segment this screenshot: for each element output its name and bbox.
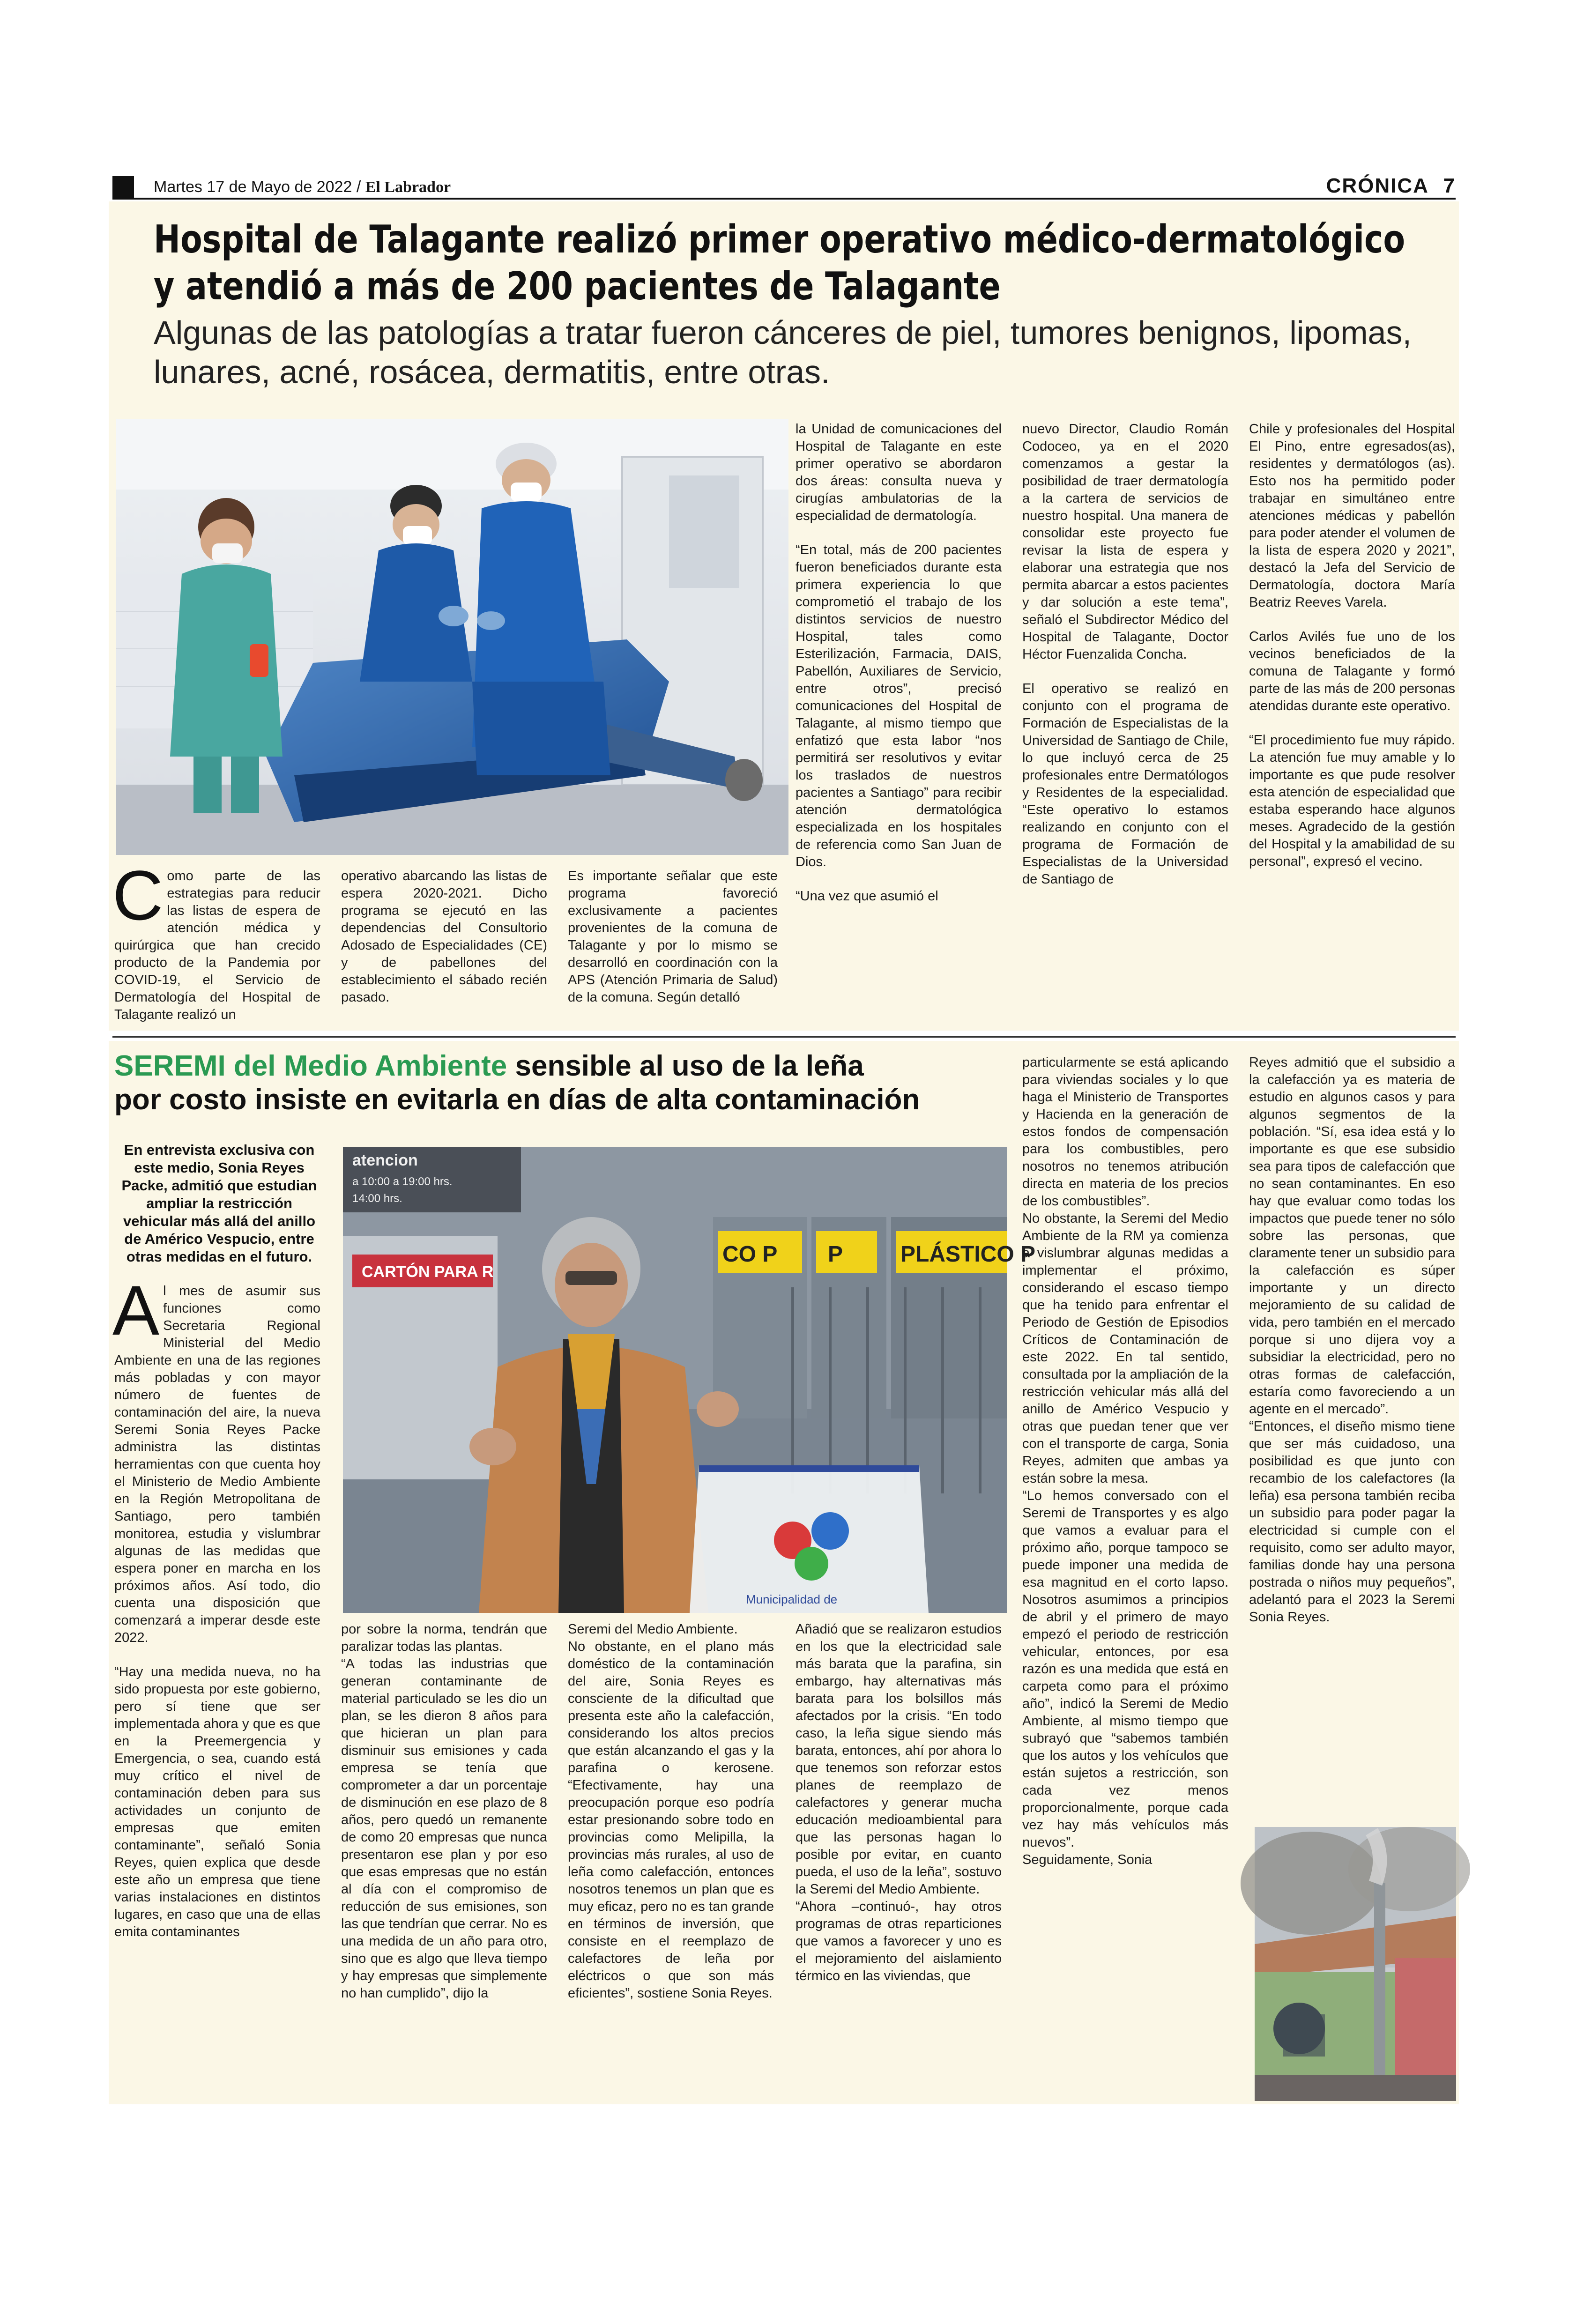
seremi-col-2 [341,1621,547,2002]
headline-rest: sensible al uso de la leña [515,1050,864,1082]
hospital-paragraph: “Una vez que asumió el [796,889,938,904]
hospital-col-5 [1022,421,1228,888]
section-header [1326,174,1456,198]
hospital-article-headline [154,216,1405,310]
hospital-col-1 [112,856,320,1024]
seremi-paragraph: Seguidamente, Sonia [1022,1852,1153,1867]
seremi-paragraph: l mes de asumir sus funciones como Secretaria Regional Ministerial del Medio Ambiente en una de las regiones más pobladas y con mayor número de fuentes de contaminación del aire, la nueva Seremi Sonia Reyes Packe administra las distintas herramientas con que cuenta hoy el Ministerio de Medio Ambiente en la Región Metropolitana de Santiago, pero también monitorea, estudia y vislumbrar algunas de las medidas que espera poner en marcha en los próximos años. Así todo, dio cuenta una disposición que comenzará a imperar desde este 2022. [114,1284,320,1645]
hospital-article-subhead: Algunas de las patologías a tratar fueron cánceres de piel, tumores benignos, lipomas, lunares, acné, rosácea, dermatitis, entre otras. [154,314,1412,390]
hospital-col-3 [568,868,778,1006]
headline-line-1: Hospital de Talagante realizó primer operativo médico-dermatológico [154,217,1405,262]
hospital-paragraph: Chile y profesionales del Hospital El Pino, entre egresados(as), residentes y dermatólogos (as). Esto nos ha permitido poder trabajar en simultáneo entre atenciones médicas y pabellón para poder atender el volumen de la lista de espera 2020 y 2021”, destacó la Jefa del Servicio de Dermatología, doctora María Beatriz Reeves Varela. [1249,422,1455,610]
hospital-col-2 [341,868,547,1006]
page-number: 7 [1443,174,1456,197]
seremi-paragraph: No obstante, la Seremi del Medio Ambiente de la RM ya comienza a vislumbrar algunas medidas a implementar el próximo, considerando el escaso tiempo que ha tenido para enfrentar el Periodo de Gestión de Episodios Críticos de Contaminación de este 2022. En tal sentido, consultada por la ampliación de la restricción vehicular más allá del anillo de Américo Vespucio y otras que puedan tener que ver con el transporte de carga, Sonia Reyes, admiten que ambas ya están sobre la mesa. [1022,1211,1228,1486]
photo-sign-hours: a 10:00 a 19:00 hrs. [352,1175,453,1188]
photo-sign-carton: CARTÓN PARA R [362,1263,494,1281]
seremi-paragraph: Reyes admitió que el subsidio a la calefacción ya es materia de estudio en algunos casos y para algunos segmentos de la población. “Sí, esa idea está y lo importante es que ese subsidio sea para tipos de calefacción que no sean contaminantes. En eso hay que evaluar como todas los impactos que puede tener no sólo sobre las personas, que claramente tener un subsidio para la calefacción es súper importante y un directo mejoramiento de su calidad de vida, pero también en el mercado porque si uno dijera voy a subsidiar la electricidad, pero no otras formas de calefacción, estaría como favoreciendo a un agente en el mercado”. [1249,1055,1455,1417]
dropcap-a: A [112,1271,160,1350]
header-dateline [154,176,451,198]
seremi-paragraph: “A todas las industrias que generan contaminante de material particulado se les dio un plan, se les dieron 8 años para que hicieran un plan para disminuir sus emisiones y cada empresa se tenía que comprometer a dar un porcentaje de disminución en ese plazo de 8 años, pero quedó un remanente de como 20 empresas que nunca presentaron ese plan y por eso que esas empresas que no están al día con el compromiso de reducción de sus emisiones, son las que tendrían que cerrar. No es una medida de un año para otro, sino que es algo que lleva tiempo y hay empresas que simplemente no han cumplido”, dijo la [341,1656,547,2001]
seremi-paragraph: por sobre la norma, tendrán que paralizar todas las plantas. [341,1622,547,1654]
surgery-photo [116,419,788,855]
podium-text: Municipalidad de [746,1592,838,1606]
seremi-paragraph: Seremi del Medio Ambiente. [568,1622,738,1637]
hospital-paragraph: “En total, más de 200 pacientes fueron beneficiados durante esta primera experiencia lo que comprometió el trabajo de los distintos servicios de nuestro Hospital, tales como Esterilización, Farmacia, DAIS, Pabellón, Auxiliares de Servicio, entre otros”, precisó comunicaciones del Hospital de Talagante, al mismo tiempo que enfatizó que esta labor “nos permitirá ser resolutivos y evitar los traslados de nuestros pacientes a Santiago” para recibir atención dermatológica especializada en los hospitales de referencia como San Juan de Dios. [796,542,1002,869]
dateline-separator: / [356,178,361,196]
photo-sign-plastico: PLÁSTICO P [900,1242,1036,1267]
hospital-col-4 [796,421,1002,905]
header-marker [112,176,134,198]
seremi-paragraph: “Hay una medida nueva, no ha sido propuesta por este gobierno, pero sí tiene que ser implementada ahora y que es que en la Preemergencia y Emergencia, o sea, cuando está muy crítico el nivel de contaminación deben para sus actividades un conjunto de empresas que emiten contaminante”, señaló Sonia Reyes, quien explica que desde este año un empresa que tiene varias instalaciones en distintos lugares, en caso que una de ellas emita contaminantes [114,1664,320,1939]
chimney-photo [1255,1827,1456,2101]
seremi-paragraph: particularmente se está aplicando para viviendas sociales y lo que haga el Ministerio de Transportes y Hacienda en la generación de estos fondos de compensación para los combustibles, pero nosotros no tenemos atribución directa en materia de los precios de los combustibles”. [1022,1055,1228,1209]
seremi-paragraph: “Entonces, el diseño mismo tiene que ser más cuidadoso, una posibilidad es que junto con recambio de los calefactores (la leña) esa persona también reciba un subsidio para poder pagar la electricidad si cumple con el requisito, como ser adulto mayor, familias donde hay una persona postrada o niños muy pequeños”, adelantó para el 2023 la Seremi Sonia Reyes. [1249,1419,1455,1625]
headline-line-2: por costo insiste en evitarla en días de alta contaminación [114,1084,920,1116]
hospital-paragraph: omo parte de las estrategias para reducir las listas de espera de atención médica y quirúrgica que han crecido producto de la Pandemia por COVID-19, el Servicio de Dermatología del Hospital de Talagante realizó un [114,869,320,1022]
hospital-paragraph: “El procedimiento fue muy rápido. La atención fue muy amable y lo importante es que pude resolver esta atención de especialidad que estaba esperando hace algunos meses. Agradecido de la gestión del Hospital y la amabilidad de su personal”, expresó el vecino. [1249,733,1455,869]
dropcap-c: C [112,856,164,935]
hospital-paragraph: Es importante señalar que este programa favoreció exclusivamente a pacientes provenientes de la comuna de Talagante y por lo mismo se desarrolló en coordinación con la APS (Atención Primaria de Salud) de la comuna. Según detalló [568,869,778,1005]
hospital-paragraph: operativo abarcando las listas de espera 2020-2021. Dicho programa se ejecutó en las dependencias del Consultorio Adosado de Especialidades (CE) y de pabellones del establecimiento el sábado recién pasado. [341,869,547,1005]
seremi-paragraph: “Ahora –continuó-, hay otros programas de otras reparticiones que vamos a favorecer y uno es el mejoramiento del aislamiento térmico en las viviendas, que [796,1899,1002,1983]
seremi-article-headline [114,1049,1028,1117]
article-divider [112,1036,1456,1038]
newspaper-name: El Labrador [365,178,451,196]
seremi-lead: En entrevista exclusiva con este medio, Sonia Reyes Packe, admitió que estudian ampliar la restricción vehicular más allá del anillo de Américo Vespucio, entre otras medidas en el futuro. [121,1142,317,1265]
seremi-photo [343,1147,1036,1613]
seremi-paragraph: Añadió que se realizaron estudios en los que la electricidad sale más barata que la parafina, sin embargo, hay alternativas más barata para los bolsillos más afectados por la crisis. “En todo caso, la leña sigue siendo más barata, entonces, ahí por ahora lo que tenemos son reforzar estos planes de reemplazo de calefactores y generar mucha educación medioambiental para que las personas hagan lo posible por evitar, en cuanto pueda, el uso de la leña”, sostuvo la Seremi del Medio Ambiente. [796,1622,1002,1897]
hospital-paragraph: El operativo se realizó en conjunto con el programa de Formación de Especialistas de la Universidad de Santiago de Chile, lo que incluyó cerca de 25 profesionales entre Dermatólogos y Residentes de la especialidad. “Este operativo lo estamos realizando en conjunto con el programa de Formación de Especialistas de la Universidad de Santiago de [1022,681,1228,887]
photo-sign-co: CO P [722,1242,778,1267]
seremi-col-5 [1022,1054,1228,1869]
photo-sign-hours-2: 14:00 hrs. [352,1192,402,1205]
seremi-paragraph: “Lo hemos conversado con el Seremi de Transportes y es algo que vamos a evaluar para el próximo año, porque tampoco se puede imponer una medida de esa magnitud en el corto lapso. Nosotros asumimos a principios de abril y el primero de mayo empezó el periodo de restricción vehicular, entonces, por esa razón es una medida que está en carpeta como para el próximo año”, indicó la Seremi de Medio Ambiente, al mismo tiempo que subrayó que “sabemos también que los autos y los vehículos que están sujetos a restricción, son cada vez menos proporcionalmente, porque cada vez hay más vehículos más nuevos”. [1022,1488,1228,1850]
hospital-col-6 [1249,421,1455,870]
hospital-paragraph: la Unidad de comunicaciones del Hospital de Talagante en este primer operativo se abordaron dos áreas: consulta nueva y cirugías ambulatorias de la especialidad de dermatología. [796,422,1002,523]
seremi-col-3 [568,1621,774,2002]
section-name: CRÓNICA [1326,174,1428,197]
hospital-paragraph: Carlos Avilés fue uno de los vecinos beneficiados de la comuna de Talagante y formó parte de las más de 200 personas atendidas durante este operativo. [1249,629,1455,713]
seremi-col-1 [112,1271,320,1941]
photo-sign-p: P [828,1242,843,1267]
headline-green-part: SEREMI del Medio Ambiente [114,1050,507,1082]
photo-sign-attention: atencion [352,1151,418,1169]
seremi-col-6 [1249,1054,1455,1626]
headline-line-2: y atendió a más de 200 pacientes de Talagante [154,264,1001,309]
seremi-paragraph: No obstante, en el plano más doméstico de la contaminación del aire, Sonia Reyes es consciente de la dificultad que presenta este año la calefacción, considerando los altos precios que están alcanzando el gas y la parafina o kerosene. “Efectivamente, hay una preocupación porque eso podría estar presionando sobre todo en provincias como Melipilla, la provincias más rurales, al uso de leña como calefacción, entonces nosotros tenemos un plan que es muy eficaz, pero no es tan grande en términos de inversión, que consiste en el reemplazo de calefactores de leña por eléctricos o que son más eficientes”, sostiene Sonia Reyes. [568,1639,774,2001]
header-rule [112,198,1456,200]
issue-date: Martes 17 de Mayo de 2022 [154,178,352,196]
seremi-col-4 [796,1621,1002,1985]
hospital-paragraph: nuevo Director, Claudio Román Codoceo, ya en el 2020 comenzamos a gestar la posibilidad de traer dermatología a la cartera de servicios de nuestro hospital. Una manera de consolidar este proyecto fue revisar la lista de espera y elaborar una estrategia que nos permita abarcar a estos pacientes y dar solución a este tema”, señaló el Subdirector Médico del Hospital de Talagante, Doctor Héctor Fuenzalida Concha. [1022,422,1228,662]
